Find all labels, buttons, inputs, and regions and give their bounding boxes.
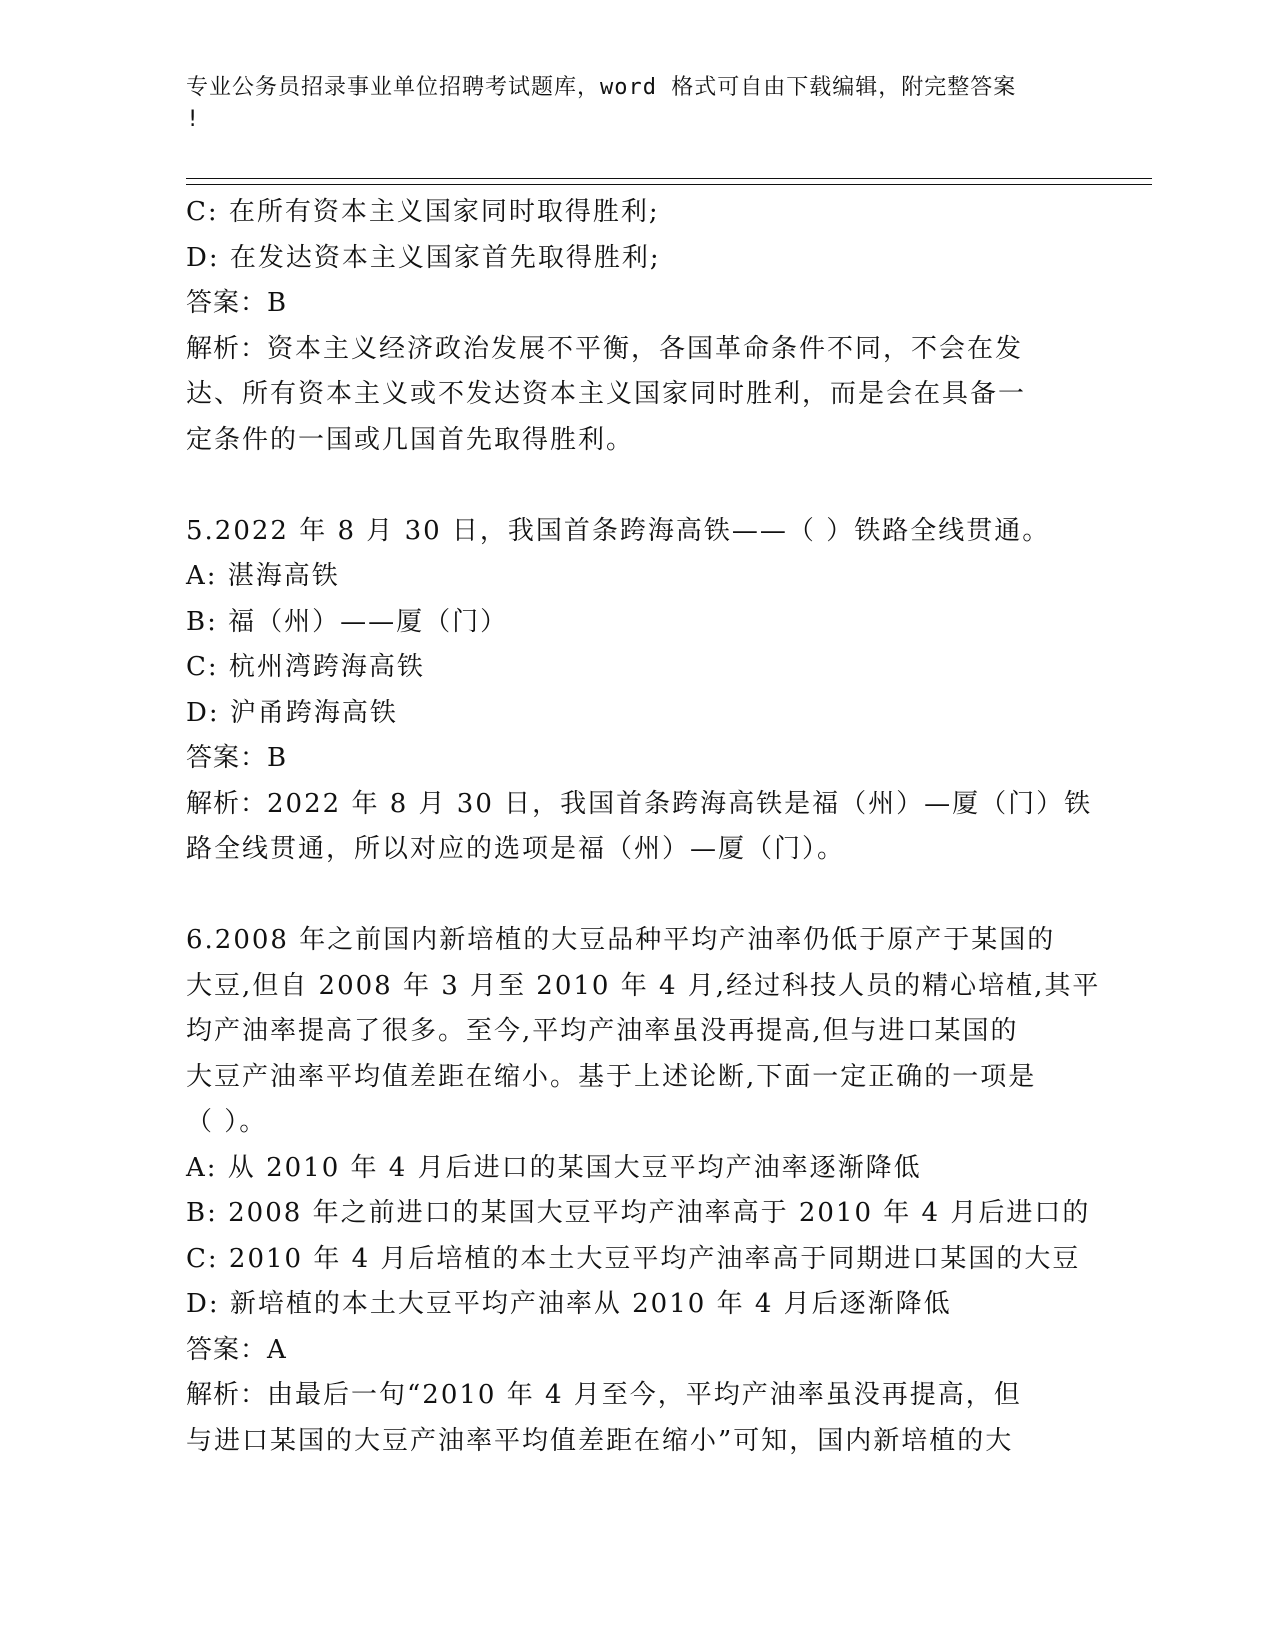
header-line-1: 专业公务员招录事业单位招聘考试题库，word 格式可自由下载编辑，附完整答案	[186, 75, 1017, 100]
option-a: A: 湛海高铁	[186, 561, 340, 591]
option-b: B: 福（州）——厦（门）	[186, 606, 509, 637]
question-text-line: 6.2008 年之前国内新培植的大豆品种平均产油率仍低于原产于某国的	[186, 925, 1056, 955]
header-divider-top	[186, 178, 1152, 179]
answer-line	[186, 1328, 1086, 1374]
option-a: A: 从 2010 年 4 月后进口的某国大豆平均产油率逐渐降低	[186, 1152, 922, 1183]
answer-value: A	[267, 1334, 288, 1365]
header-divider-bottom	[186, 184, 1152, 185]
analysis-text: 资本主义经济政治发展不平衡，各国革命条件不同，不会在发	[267, 333, 1024, 364]
document-body	[186, 190, 1101, 1464]
answer-label: 答案：	[186, 288, 268, 318]
header-line-2: !	[186, 107, 201, 132]
option-c: C: 杭州湾跨海高铁	[186, 652, 425, 682]
question-text-line: 大豆,但自 2008 年 3 月至 2010 年 4 月,经过科技人员的精心培植,其平	[186, 970, 1101, 1001]
answer-label: 答案：	[186, 1334, 268, 1365]
question-text-line: （ ）。	[186, 1107, 268, 1137]
page-header	[186, 72, 1066, 136]
option-c: C: 2010 年 4 月后培植的本土大豆平均产油率高于同期进口某国的大豆	[186, 1243, 1081, 1274]
question-text: 5.2022 年 8 月 30 日，我国首条跨海高铁——（ ）铁路全线贯通。	[186, 515, 1051, 546]
question-6	[186, 918, 1101, 1464]
analysis-text-line: 与进口某国的大豆产油率平均值差距在缩小”可知，国内新培植的大	[186, 1425, 1014, 1456]
question-text-line: 均产油率提高了很多。至今,平均产油率虽没再提高,但与进口某国的	[186, 1016, 1019, 1046]
analysis-line	[186, 1373, 1086, 1419]
option-c: C: 在所有资本主义国家同时取得胜利;	[186, 197, 660, 227]
answer-label: 答案：	[186, 743, 268, 773]
option-b: B: 2008 年之前进口的某国大豆平均产油率高于 2010 年 4 月后进口的	[186, 1198, 1091, 1228]
analysis-label: 解析：	[186, 333, 268, 364]
spacer	[186, 463, 1086, 509]
option-d: D: 沪甬跨海高铁	[186, 697, 398, 728]
analysis-text: 由最后一句“2010 年 4 月至今，平均产油率虽没再提高，但	[267, 1380, 1022, 1410]
option-d: D: 新培植的本土大豆平均产油率从 2010 年 4 月后逐渐降低	[186, 1289, 952, 1319]
analysis-text-line: 定条件的一国或几国首先取得胜利。	[186, 424, 635, 455]
question-5	[186, 509, 1093, 873]
analysis-line	[186, 782, 1093, 828]
spacer	[186, 873, 1086, 919]
answer-line	[186, 736, 1086, 782]
analysis-line	[186, 327, 1086, 373]
answer-value: B	[267, 288, 289, 318]
analysis-text: 2022 年 8 月 30 日，我国首条跨海高铁是福（州）—厦（门）铁	[267, 788, 1093, 819]
analysis-label: 解析：	[186, 1380, 268, 1410]
analysis-text-line: 达、所有资本主义或不发达资本主义国家同时胜利，而是会在具备一	[186, 379, 1027, 409]
analysis-text-line: 路全线贯通，所以对应的选项是福（州）—厦（门）。	[186, 834, 846, 864]
question-text-line: 大豆产油率平均值差距在缩小。基于上述论断,下面一定正确的一项是	[186, 1061, 1037, 1092]
question-4	[186, 190, 1086, 463]
option-d: D: 在发达资本主义国家首先取得胜利;	[186, 242, 661, 273]
analysis-label: 解析：	[186, 788, 268, 819]
answer-value: B	[267, 743, 289, 773]
answer-line	[186, 281, 1086, 327]
